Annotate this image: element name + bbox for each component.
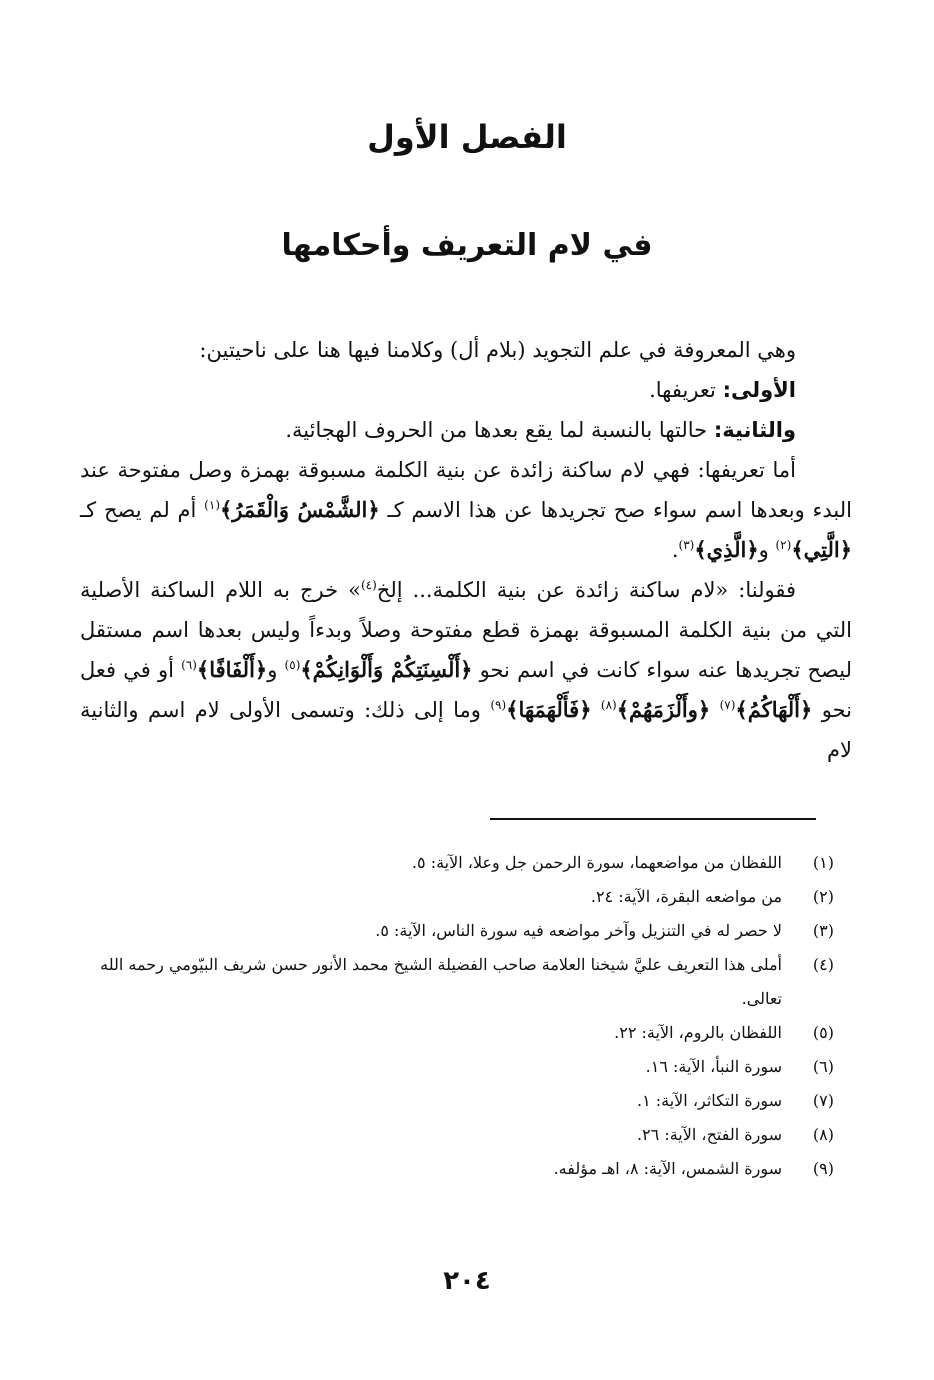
footnote-ref[interactable]: (٤)	[360, 578, 377, 592]
footnote-text: اللفظان من مواضعهما، سورة الرحمن جل وعلا، الآية: ٥.	[411, 853, 782, 872]
footnote-text: أملى هذا التعريف عليَّ شيخنا العلامة صاحب الفضيلة الشيخ محمد الأنور حسن شريف البيّومي رحمه الله تعالى.	[100, 955, 782, 1008]
explanation-text: و	[267, 658, 285, 682]
footnote-item	[74, 1152, 834, 1186]
footnote-text: سورة الشمس، الآية: ٨، اهـ مؤلفه.	[553, 1159, 782, 1178]
footnote-item	[74, 880, 834, 914]
paragraph-intro: وهي المعروفة في علم التجويد (بلام أل) وكلامنا فيها هنا على ناحيتين:	[199, 338, 796, 362]
definition-text: أما تعريفها: فهي لام ساكنة زائدة عن بنية الكلمة مسبوقة بهمزة وصل مفتوحة عند البدء وبعدها اسم سواء صح تجريدها عن هذا الاسم كـ	[80, 458, 852, 522]
label-first: الأولى:	[722, 378, 796, 402]
explanation-text: أو في فعل نحو	[80, 658, 852, 722]
quran-quote: ﴿أَلْفَافًا﴾	[196, 657, 268, 682]
chapter-title: الفصل الأول	[367, 118, 567, 156]
footnotes-list	[74, 846, 834, 1186]
section-title: في لام التعريف وأحكامها	[281, 228, 653, 263]
paragraph-second-aspect	[80, 410, 852, 450]
paragraph-first-aspect	[80, 370, 852, 410]
definition-text: أم لم يصح كـ	[80, 498, 205, 522]
explanation-text: فقولنا: «لام ساكنة زائدة عن بنية الكلمة... إلخ	[376, 578, 796, 602]
explanation-text: وما إلى ذلك: وتسمى الأولى لام اسم والثانية لام	[80, 698, 852, 762]
footnote-number: (٨)	[812, 1125, 834, 1144]
footnote-text: اللفظان بالروم، الآية: ٢٢.	[614, 1023, 782, 1042]
explanation-text	[592, 698, 601, 722]
footnote-text: لا حصر له في التنزيل وآخر مواضعه فيه سورة الناس، الآية: ٥.	[375, 921, 782, 940]
footnote-number: (٣)	[812, 921, 834, 940]
paragraph-definition	[80, 450, 852, 570]
footnote-number: (٢)	[812, 887, 834, 906]
footnote-item	[74, 1118, 834, 1152]
footnote-text: سورة التكاثر، الآية: ١.	[636, 1091, 782, 1110]
footnote-ref[interactable]: (٣)	[678, 538, 695, 552]
footnote-item	[74, 1084, 834, 1118]
paragraph-explanation	[80, 570, 852, 770]
footnote-number: (٧)	[812, 1091, 834, 1110]
footnote-ref[interactable]: (٥)	[284, 658, 301, 672]
footnote-ref[interactable]: (٢)	[775, 538, 792, 552]
footnote-text: سورة النبأ، الآية: ١٦.	[645, 1057, 782, 1076]
text-first: تعريفها.	[649, 378, 723, 402]
footnote-item	[74, 846, 834, 880]
footnote-number: (٥)	[812, 1023, 834, 1042]
footnote-ref[interactable]: (٩)	[490, 698, 507, 712]
page-number: ٢٠٤	[443, 1266, 491, 1296]
footnote-number: (٩)	[812, 1159, 834, 1178]
explanation-text	[710, 698, 719, 722]
quran-quote: ﴿أَلْهَاكُمُ﴾	[735, 697, 813, 722]
footnote-ref[interactable]: (١)	[204, 498, 220, 512]
quran-quote: ﴿الَّذِي﴾	[694, 537, 759, 562]
body-text	[80, 330, 852, 770]
quran-quote: ﴿فَأَلْهَمَهَا﴾	[506, 697, 592, 722]
footnote-ref[interactable]: (٦)	[181, 658, 197, 672]
footnote-divider	[490, 818, 816, 820]
footnote-text: سورة الفتح، الآية: ٢٦.	[636, 1125, 782, 1144]
quran-quote: ﴿أَلْسِنَتِكُمْ وَأَلْوَانِكُمْ﴾	[300, 657, 473, 682]
label-second: والثانية:	[713, 418, 796, 442]
footnote-item	[74, 914, 834, 948]
definition-text: و	[758, 538, 776, 562]
footnote-number: (٦)	[812, 1057, 834, 1076]
explanation-text: » خرج به اللام الساكنة الأصلية التي من بنية الكلمة المسبوقة بهمزة قطع مفتوحة وصلاً وبدءاً وليس بعدها اسم مستقل ليصح تجريدها عنه سواء كانت في اسم نحو	[80, 578, 852, 682]
quran-quote: ﴿الشَّمْسُ وَالْقَمَرُ﴾	[220, 497, 380, 522]
quran-quote: ﴿الَّتِي﴾	[791, 537, 852, 562]
text-second: حالتها بالنسبة لما يقع بعدها من الحروف الهجائية.	[285, 418, 714, 442]
footnote-item	[74, 948, 834, 1016]
definition-text: .	[671, 538, 679, 562]
footnote-text: من مواضعه البقرة، الآية: ٢٤.	[590, 887, 782, 906]
footnote-item	[74, 1016, 834, 1050]
footnote-ref[interactable]: (٧)	[719, 698, 736, 712]
footnote-number: (١)	[812, 853, 834, 872]
footnote-ref[interactable]: (٨)	[600, 698, 617, 712]
quran-quote: ﴿وأَلْزَمَهُمْ﴾	[616, 697, 711, 722]
footnote-item	[74, 1050, 834, 1084]
footnote-number: (٤)	[812, 955, 834, 974]
